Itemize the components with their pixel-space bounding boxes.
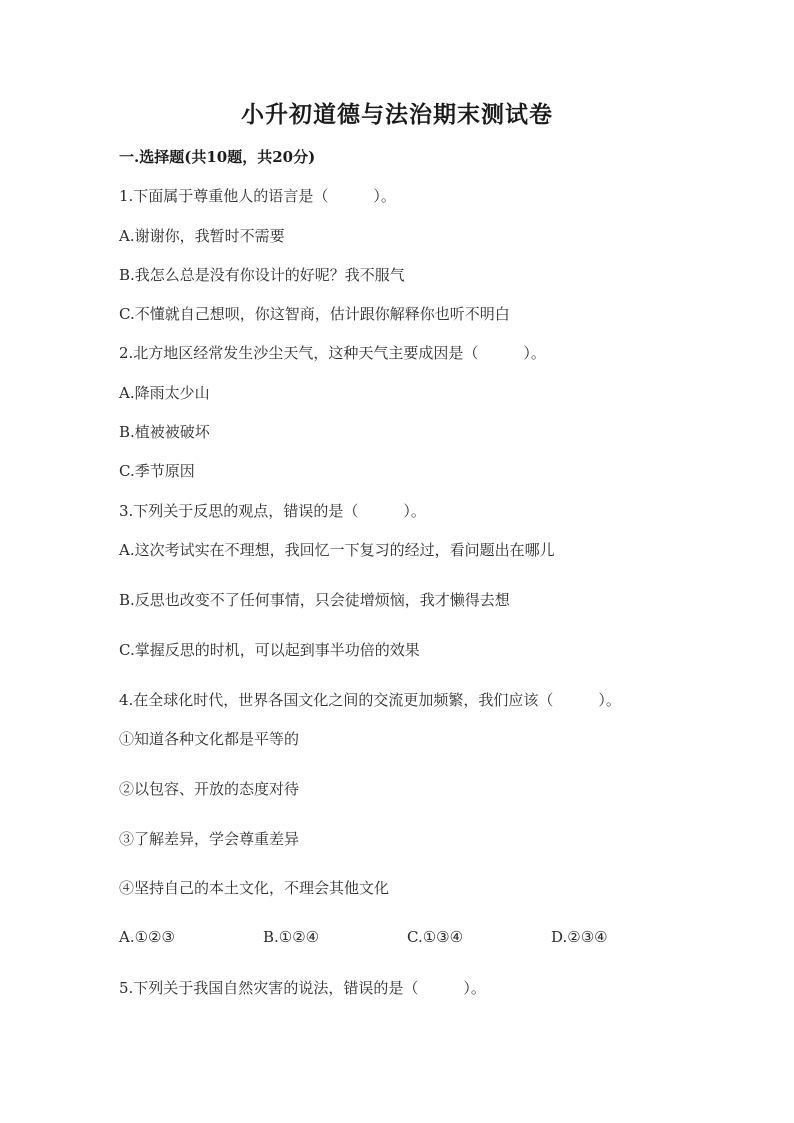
question-4-options (119, 928, 719, 950)
question-5-stem: 5.下列关于我国自然灾害的说法，错误的是（ ）。 (119, 979, 486, 997)
section-heading: 一.选择题(共10题，共20分) (119, 148, 316, 166)
question-4-option-b: B.①②④ (263, 928, 320, 946)
question-4-statement-1: ①知道各种文化都是平等的 (119, 730, 300, 748)
question-3-option-a: A.这次考试实在不理想，我回忆一下复习的经过，看问题出在哪儿 (119, 541, 555, 559)
question-4-option-c: C.①③④ (407, 928, 464, 946)
question-1-option-c: C.不懂就自己想呗，你这智商，估计跟你解释你也听不明白 (119, 305, 510, 323)
question-3-option-b: B.反思也改变不了任何事情，只会徒增烦恼，我才懒得去想 (119, 591, 510, 609)
question-3-option-c: C.掌握反思的时机，可以起到事半功倍的效果 (119, 641, 420, 659)
question-4-statement-4: ④坚持自己的本土文化，不理会其他文化 (119, 879, 390, 897)
question-2-option-b: B.植被被破坏 (119, 423, 210, 441)
question-4-stem: 4.在全球化时代，世界各国文化之间的交流更加频繁，我们应该（ ）。 (119, 691, 621, 709)
question-4-option-d: D.②③④ (551, 928, 608, 946)
question-3-stem: 3.下列关于反思的观点，错误的是（ ）。 (119, 502, 426, 520)
question-4-statement-3: ③了解差异，学会尊重差异 (119, 830, 300, 848)
question-2-option-a: A.降雨太少山 (119, 384, 210, 402)
question-1-stem: 1.下面属于尊重他人的语言是（ ）。 (119, 187, 396, 205)
question-4-option-a: A.①②③ (119, 928, 175, 946)
exam-title: 小升初道德与法治期末测试卷 (241, 101, 553, 128)
question-4-statement-2: ②以包容、开放的态度对待 (119, 780, 300, 798)
question-2-stem: 2.北方地区经常发生沙尘天气，这种天气主要成因是（ ）。 (119, 344, 546, 362)
question-1-option-b: B.我怎么总是没有你设计的好呢？我不服气 (119, 266, 405, 284)
question-1-option-a: A.谢谢你，我暂时不需要 (119, 227, 285, 245)
question-2-option-c: C.季节原因 (119, 462, 195, 480)
